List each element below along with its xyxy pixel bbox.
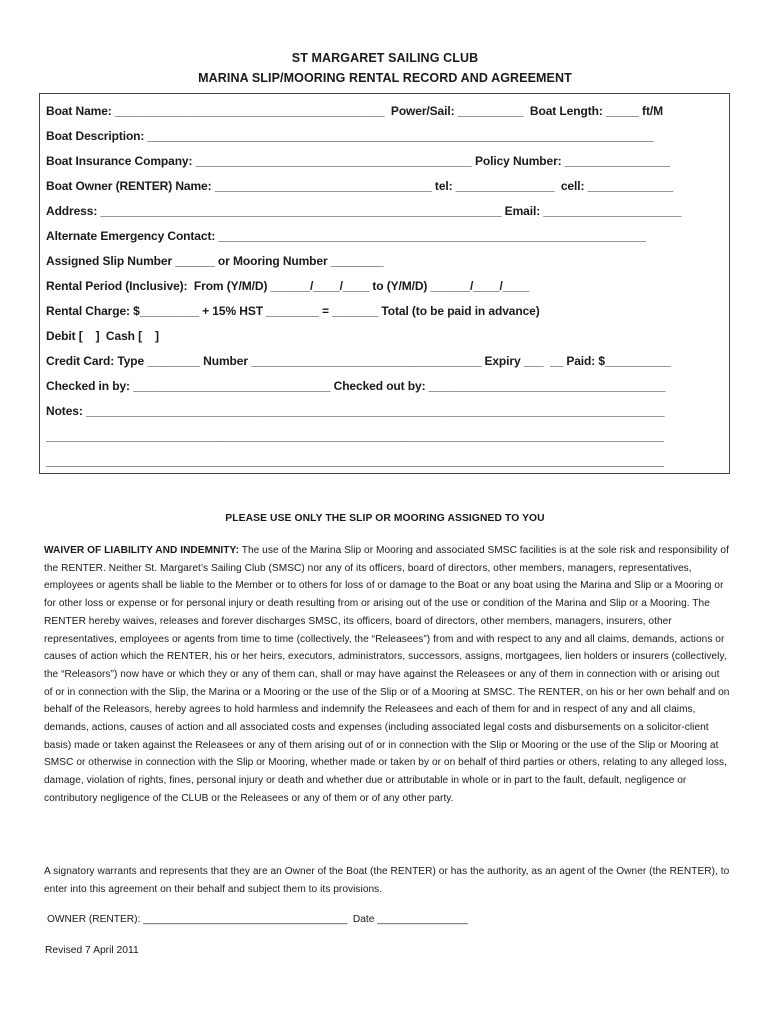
- slip-mooring-field[interactable]: Assigned Slip Number ______ or Mooring Number ________: [46, 254, 384, 268]
- emergency-contact-field[interactable]: Alternate Emergency Contact: _________________________________________________________________: [46, 229, 646, 243]
- credit-card-field[interactable]: Credit Card: Type ________ Number ___________________________________ Expiry ___ __ Paid: $__________: [46, 354, 671, 368]
- slip-usage-notice: PLEASE USE ONLY THE SLIP OR MOORING ASSIGNED TO YOU: [225, 513, 545, 524]
- boat-owner-field[interactable]: Boat Owner (RENTER) Name: _________________________________ tel: _______________ cell: _____________: [46, 179, 674, 193]
- warranty-paragraph: A signatory warrants and represents that they are an Owner of the Boat (the RENTER) or has the authority, as an agent of the Owner (the RENTER), to enter into this agreement on their behalf and subject them to its provisions.: [44, 866, 730, 895]
- notes-line[interactable]: ______________________________________________________________________________________________: [46, 429, 664, 443]
- rental-charge-field[interactable]: Rental Charge: $_________ + 15% HST ________ = _______ Total (to be paid in advance): [46, 304, 540, 318]
- waiver-body: The use of the Marina Slip or Mooring and associated SMSC facilities is at the sole risk and responsibility of the RENTER. Neither St. Margaret’s Sailing Club (SMSC) nor any of its officers, board of directors, other members, managers, representatives, employees or agents shall be liable to the Member or to others for loss of or damage to the Boat or any boat using the Marina and Slip or a Mooring or for other loss or expense or for personal injury or death resulting from or arising out of the use or condition of the Marina and Slip or a Mooring. The RENTER hereby waives, releases and forever discharges SMSC, its officers, board of directors, other members, managers, insurers, other representatives, employees or agents from time to time (collectively, the “Releasees”) from and with respect to any and all claims, demands, actions or causes of action which the RENTER, his or her heirs, executors, administrators, successors, assigns, mortgagees, lien holders or insurers (collectively, the “Releasors”) now have or which they or any of them can, shall or may have against the Releasees or any of them in connection with or arising out of or in connection with the Slip, the Marina or a Mooring or the use of the Slip or of a Mooring at SMSC. The RENTER, on his or her own behalf and on behalf of the Releasors, hereby agrees to hold harmless and indemnify the Releasees and each of them for and in respect of any and all claims, demands, actions, causes of action and all associated costs and expenses (including associated legal costs and disbursements on a solicitor-client basis) made or taken against the Releasees or any of them arising out of or in connection with the Slip or Mooring or the use of the Slip or Mooring at SMSC or otherwise in connection with the Slip or Mooring, whether made or taken by or on behalf of third parties or others, relating to any alleged loss, damage, violation of rights, fines, personal injury or death and whether due or attributable in whole or in part to the fault, default, negligence or contributory negligence of the CLUB or the Releasees or any of them or of any other party.: [44, 545, 730, 804]
- address-field[interactable]: Address: _____________________________________________________________ Email: _____________________: [46, 204, 682, 218]
- boat-description-field[interactable]: Boat Description: _____________________________________________________________________________: [46, 129, 654, 143]
- boat-insurance-field[interactable]: Boat Insurance Company: __________________________________________ Policy Number: ________________: [46, 154, 670, 168]
- boat-name-field[interactable]: Boat Name: _________________________________________ Power/Sail: __________ Boat Length: _____ ft/M: [46, 104, 663, 118]
- revision-date: Revised 7 April 2011: [45, 945, 139, 956]
- payment-method-checkboxes[interactable]: Debit [ ] Cash [ ]: [46, 329, 159, 343]
- notes-line[interactable]: ______________________________________________________________________________________________: [46, 454, 664, 468]
- notes-field[interactable]: Notes: ________________________________________________________________________________________: [46, 404, 665, 418]
- rental-period-field[interactable]: Rental Period (Inclusive): From (Y/M/D) ______/____/____ to (Y/M/D) ______/____/____: [46, 279, 530, 293]
- checked-in-out-field[interactable]: Checked in by: ______________________________ Checked out by: ____________________________________: [46, 379, 666, 393]
- owner-signature-field[interactable]: OWNER (RENTER): ____________________________________ Date ________________: [47, 914, 468, 925]
- waiver-paragraph: [44, 542, 730, 808]
- form-title: MARINA SLIP/MOORING RENTAL RECORD AND AGREEMENT: [198, 71, 572, 85]
- club-name: ST MARGARET SAILING CLUB: [291, 51, 479, 65]
- waiver-heading: WAIVER OF LIABILITY AND INDEMNITY:: [44, 545, 240, 556]
